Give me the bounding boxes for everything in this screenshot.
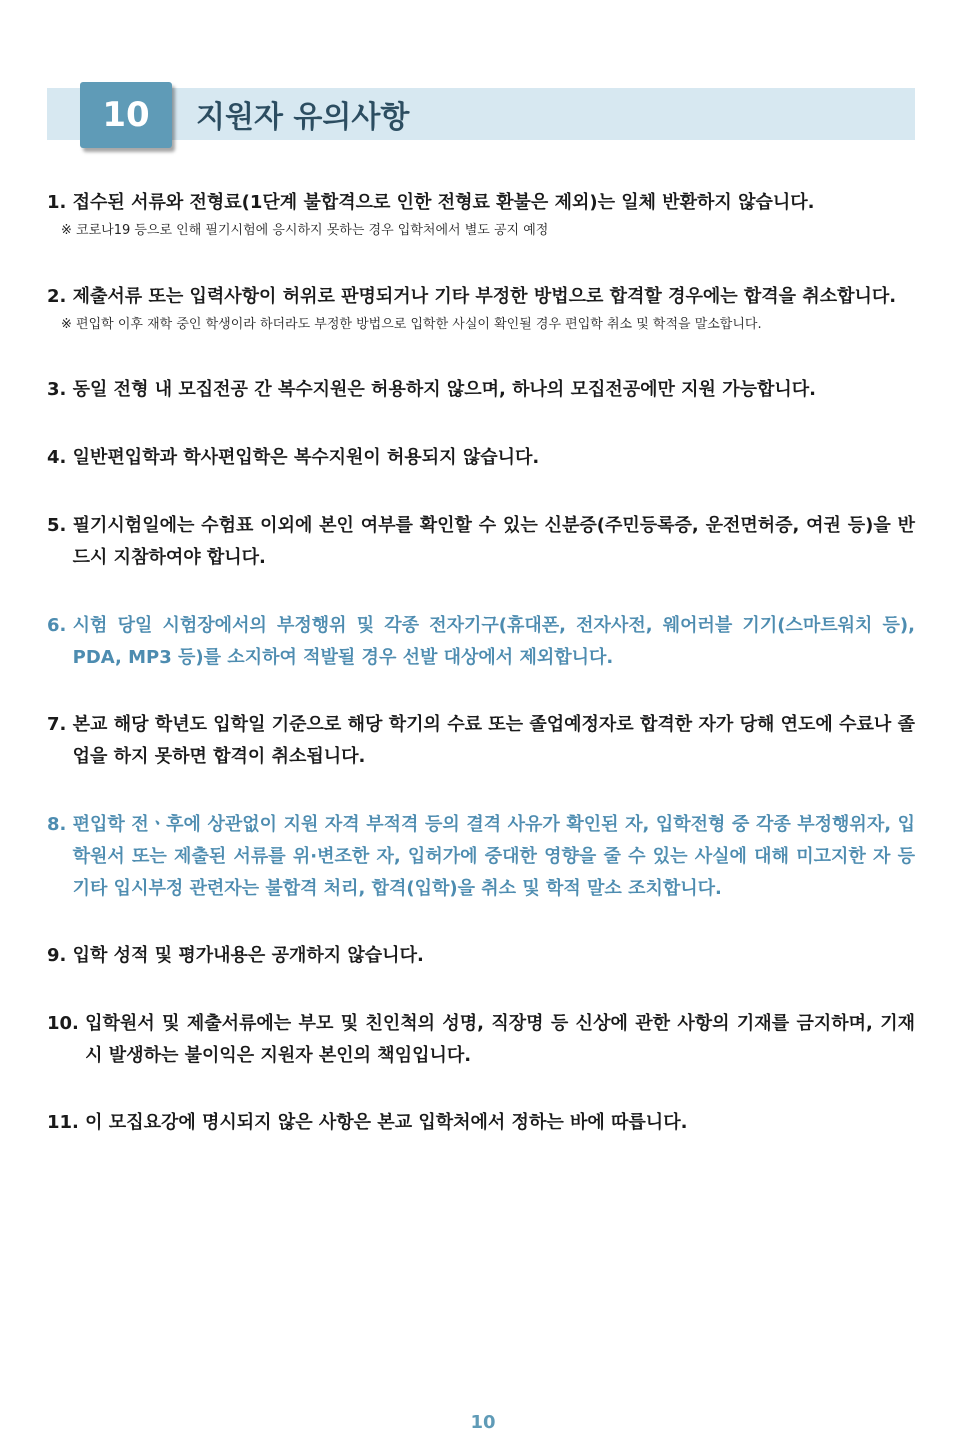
notice-text: 일반편입학과 학사편입학은 복수지원이 허용되지 않습니다. (72, 447, 540, 468)
section-header-bar (47, 88, 915, 140)
notice-text: 입학 성적 및 평가내용은 공개하지 않습니다. (72, 945, 424, 966)
notice-number: 2. (47, 286, 73, 307)
notice-text: 편입학 전ㆍ후에 상관없이 지원 자격 부적격 등의 결격 사유가 확인된 자, 입학전형 중 각종 부정행위자, 입학원서 또는 제출된 서류를 위·변조한 자, 입허가에 중대한 영향을 줄 수 있는 사실에 대해 미고지한 자 등 기타 입시부정 관련자는 불합격 처리, 합격(입학)을 취소 및 학적 말소 조치합니다. (72, 814, 915, 899)
section-title: 지원자 유의사항 (196, 100, 410, 135)
notice-item-2 (47, 281, 915, 335)
notice-text: 시험 당일 시험장에서의 부정행위 및 각종 전자기구(휴대폰, 전자사전, 웨어러블 기기(스마트워치 등), PDA, MP3 등)를 소지하여 적발될 경우 선발 대상에서 제외합니다. (72, 615, 915, 668)
notice-number: 11. (47, 1112, 86, 1133)
notice-number: 3. (47, 379, 73, 400)
notice-number: 5. (47, 515, 73, 536)
notice-item-9 (47, 940, 915, 972)
section-number: 10 (102, 95, 150, 135)
notice-item-6 (47, 610, 915, 674)
notice-number: 7. (47, 714, 73, 735)
notice-item-8 (47, 809, 915, 905)
notice-item-1 (47, 187, 915, 241)
notice-text: 접수된 서류와 전형료(1단계 불합격으로 인한 전형료 환불은 제외)는 일체 반환하지 않습니다. (72, 192, 815, 213)
notice-note: ※ 코로나19 등으로 인해 필기시험에 응시하지 못하는 경우 입학처에서 별도 공지 예정 (61, 223, 549, 238)
notice-item-5 (47, 510, 915, 574)
notice-text: 본교 해당 학년도 입학일 기준으로 해당 학기의 수료 또는 졸업예정자로 합격한 자가 당해 연도에 수료나 졸업을 하지 못하면 합격이 취소됩니다. (72, 714, 915, 767)
notice-number: 9. (47, 945, 73, 966)
notice-item-7 (47, 709, 915, 773)
notice-number: 6. (47, 615, 73, 636)
notice-note: ※ 편입학 이후 재학 중인 학생이라 하더라도 부정한 방법으로 입학한 사실이 확인될 경우 편입학 취소 및 학적을 말소합니다. (61, 317, 762, 332)
notice-text: 이 모집요강에 명시되지 않은 사항은 본교 입학처에서 정하는 바에 따릅니다. (85, 1112, 688, 1133)
notice-item-10 (47, 1008, 915, 1072)
notice-text: 제출서류 또는 입력사항이 허위로 판명되거나 기타 부정한 방법으로 합격할 경우에는 합격을 취소합니다. (72, 286, 897, 307)
notice-number: 8. (47, 814, 73, 835)
notice-text: 동일 전형 내 모집전공 간 복수지원은 허용하지 않으며, 하나의 모집전공에만 지원 가능합니다. (72, 379, 816, 400)
notice-number: 10. (47, 1013, 86, 1034)
notice-item-11 (47, 1107, 915, 1139)
notice-number: 4. (47, 447, 73, 468)
notice-item-4 (47, 442, 915, 474)
notice-text: 입학원서 및 제출서류에는 부모 및 친인척의 성명, 직장명 등 신상에 관한 사항의 기재를 금지하며, 기재 시 발생하는 불이익은 지원자 본인의 책임입니다. (85, 1013, 915, 1066)
page-number: 10 (470, 1412, 496, 1433)
notice-item-3 (47, 374, 915, 406)
section-number-tab (80, 82, 172, 148)
notice-text: 필기시험일에는 수험표 이외에 본인 여부를 확인할 수 있는 신분증(주민등록증, 운전면허증, 여권 등)을 반드시 지참하여야 합니다. (72, 515, 915, 568)
notice-number: 1. (47, 192, 73, 213)
